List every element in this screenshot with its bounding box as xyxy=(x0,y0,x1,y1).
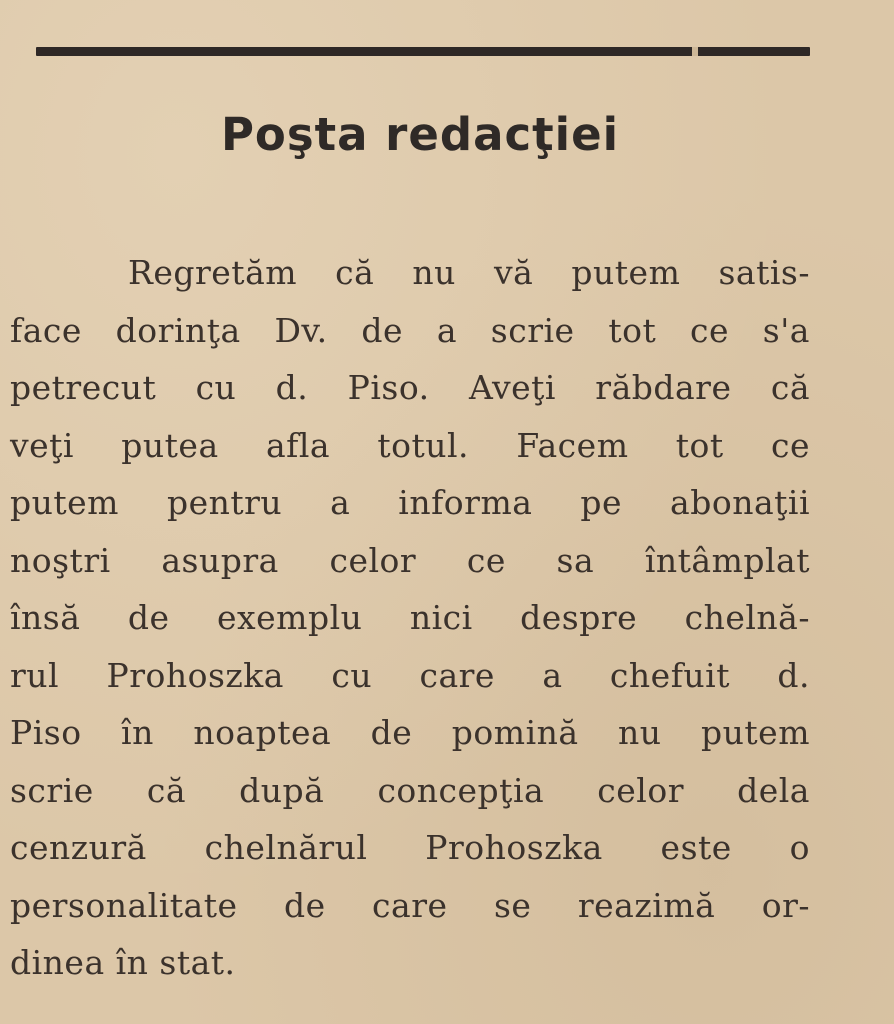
article-line: veţi putea afla totul. Facem tot ce xyxy=(10,425,810,465)
section-title: Poşta redacţiei xyxy=(220,108,620,161)
article-line: face dorinţa Dv. de a scrie tot ce s'a xyxy=(10,310,810,350)
article-line: noştri asupra celor ce sa întâmplat xyxy=(10,540,810,580)
article-body xyxy=(10,244,810,992)
article-line: scrie că după concepţia celor dela xyxy=(10,770,810,810)
article-line: cenzură chelnărul Prohoszka este o xyxy=(10,828,810,867)
top-rule-break xyxy=(692,47,698,56)
article-line: Piso în noaptea de pomină nu putem xyxy=(10,713,810,752)
article-line: personalitate de care se reazimă or- xyxy=(10,885,810,925)
article-line: putem pentru a informa pe abonaţii xyxy=(10,483,810,522)
article-line: însă de exemplu nici despre chelnă- xyxy=(10,598,810,637)
article-line: petrecut cu d. Piso. Aveţi răbdare că xyxy=(10,368,810,407)
article-line: rul Prohoszka cu care a chefuit d. xyxy=(10,655,810,695)
article-line: dinea în stat. xyxy=(10,943,236,982)
article-line: Regretăm că nu vă putem satis- xyxy=(128,253,810,292)
